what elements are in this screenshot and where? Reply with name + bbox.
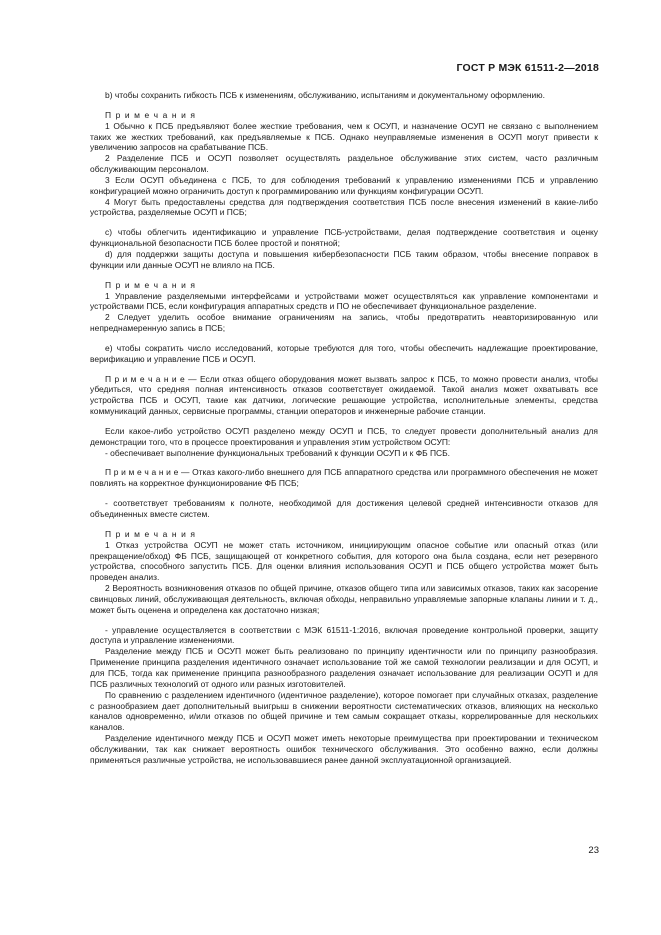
list-item-b: b) чтобы сохранить гибкость ПСБ к изменениям, обслуживанию, испытаниям и документальному оформлению. <box>105 90 545 100</box>
list-item-e: e) чтобы сократить число исследований, которые требуются для того, чтобы обеспечить надлежащие проектирование, верификацию и управление ПСБ и ОСУП. <box>90 342 598 364</box>
notes-heading: П р и м е ч а н и я <box>105 528 196 539</box>
list-item-d: d) для поддержки защиты доступа и повышения кибербезопасности ПСБ таким образом, чтобы внесение поправок в функции или данные ОСУП не влияло на ПСБ. <box>90 248 598 270</box>
document-header: ГОСТ Р МЭК 61511-2—2018 <box>456 62 599 74</box>
note-paragraph: 2 Вероятность возникновения отказов по общей причине, отказов общего типа или зависимых отказов, таких как засорение свинцовых линий, обслуживающая деятельность, включая обходы, неправильно управляемые запорные клапаны линии и т. д., может быть оценена и определена как достаточно низкая; <box>90 583 598 615</box>
page-number: 23 <box>588 845 599 856</box>
body-paragraph: Разделение между ПСБ и ОСУП может быть реализовано по принципу идентичности или по принципу разнообразия. Применение принципа разделения идентичного означает использование той же самой технологии реализации и для ОСУП, и для ПСБ, тогда как применение принципа разнообразного разделения означает использование для реализации ОСУП и для ПСБ различных технологий от одного или разных изготовителей. <box>90 646 598 689</box>
dash-item: - соответствует требованиям к полноте, необходимой для достижения целевой средней интенсивности отказов для объединенных вместе систем. <box>90 498 598 519</box>
body-paragraph: Если какое-либо устройство ОСУП разделено между ОСУП и ПСБ, то следует провести дополнительный анализ для демонстрации того, что в процессе проектирования и управления этим устройством ОСУП: <box>90 425 598 447</box>
list-item-c: c) чтобы облегчить идентификацию и управление ПСБ-устройствами, делая подтверждение соответствия и оценку функциональной безопасности ПСБ более простой и понятной; <box>90 227 598 249</box>
note-paragraph: 3 Если ОСУП объединена с ПСБ, то для соблюдения требований к управлению изменениями ПСБ и управлению конфигурацией можно ограничить доступ к программированию или функциям конфигурации ОСУП. <box>90 174 598 196</box>
dash-item: - обеспечивает выполнение функциональных требований к функции ОСУП и к ФБ ПСБ. <box>105 447 451 458</box>
dash-item: - управление осуществляется в соответствии с МЭК 61511-1:2016, включая проведение контрольной проверки, защиту доступа и управление изменениями. <box>90 624 598 646</box>
notes-heading: П р и м е ч а н и я <box>105 279 196 290</box>
body-paragraph: По сравнению с разделением идентичного (идентичное разделение), которое помогает при случайных отказах, разделение с разнообразием дает дополнительный выигрыш в снижении вероятности систематических отказов, влияющих на несколько каналов одновременно, и/или отказов по общей причине и тем самым сокращает отказы, коррелированные для нескольких каналов. <box>90 689 598 733</box>
note-paragraph: П р и м е ч а н и е — Если отказ общего оборудования может вызвать запрос к ПСБ, то можно провести анализ, чтобы убедиться, что средняя полная интенсивность отказов соответствует ожидаемой. Такой анализ может охватывать все устройства ПСБ и ОСУП, такие как датчики, логические решающие устройства, исполнительные элементы, средства коммуникаций данных, сервисные программы, станции операторов и инженерные рабочие станции. <box>90 373 598 417</box>
body-paragraph: Разделение идентичного между ПСБ и ОСУП может иметь некоторые преимущества при проектировании и техническом обслуживании, так как снижает вероятность ошибок технического обслуживания. Это особенно важно, если должны применяться различные устройства, не использовавшиеся ранее данной эксплуатационной организацией. <box>90 733 598 765</box>
note-paragraph: 2 Разделение ПСБ и ОСУП позволяет осуществлять раздельное обслуживание этих систем, часто различным обслуживающим персоналом. <box>90 153 598 175</box>
document-body <box>90 90 598 766</box>
note-paragraph: 1 Отказ устройства ОСУП не может стать источником, инициирующим опасное событие или опасный отказ (или прекращение/обход) ФБ ПСБ, защищающей от конкретного события, для которого она была создана, если нет резервного устройства, способного запустить ПСБ. Для оценки влияния использования ОСУП и ПСБ общего устройства может быть проведен анализ. <box>90 539 598 583</box>
note-paragraph: П р и м е ч а н и е — Отказ какого-либо внешнего для ПСБ аппаратного средства или программного обеспечения не может повлиять на корректное функционирование ФБ ПСБ; <box>90 467 598 489</box>
note-paragraph: 4 Могут быть предоставлены средства для подтверждения соответствия ПСБ после внесения изменений в какие-либо устройства, разделяемые ОСУП и ПСБ; <box>90 196 598 218</box>
notes-heading: П р и м е ч а н и я <box>105 109 196 120</box>
note-paragraph: 2 Следует уделить особое внимание ограничениям на запись, чтобы предотвратить неавторизированную или непреднамеренную запись в ПСБ; <box>90 312 598 334</box>
note-paragraph: 1 Управление разделяемыми интерфейсами и устройствами может осуществляться как управление компонентами и устройствами ПСБ, если конфигурация аппаратных средств и ПО не обеспечивает функциональное разделение. <box>90 290 598 312</box>
note-paragraph: 1 Обычно к ПСБ предъявляют более жесткие требования, чем к ОСУП, и назначение ОСУП не связано с выполнением таких же жестких требований, как предъявляемые к ПСБ. Однако неуправляемые изменения в ОСУП могут привести к увеличению запросов на срабатывание ПСБ. <box>90 120 598 153</box>
